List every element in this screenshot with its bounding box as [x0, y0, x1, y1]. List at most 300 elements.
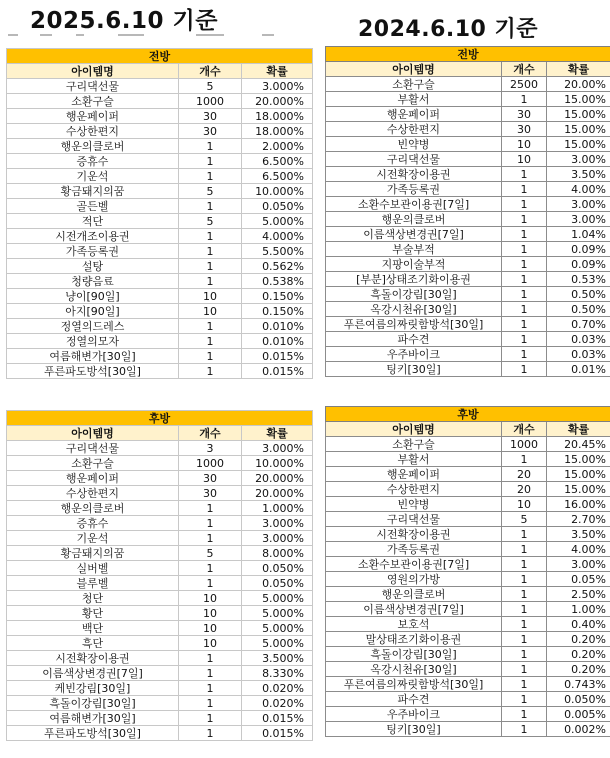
item-rate: 5.000%: [242, 606, 313, 621]
item-name: 황단: [7, 606, 179, 621]
item-name: 블루벨: [7, 576, 179, 591]
item-count: 1: [502, 332, 547, 347]
item-count: 1: [179, 711, 242, 726]
item-count: 1: [179, 259, 242, 274]
table-row: [7, 184, 313, 199]
item-rate: 4.00%: [547, 542, 610, 557]
item-name: 수상한편지: [7, 124, 179, 139]
item-count: 1: [179, 244, 242, 259]
item-count: 30: [179, 486, 242, 501]
item-count: 1: [502, 212, 547, 227]
item-rate: 3.000%: [242, 79, 313, 94]
item-count: 1: [502, 317, 547, 332]
table-row: [326, 107, 610, 122]
item-name: 행운페이퍼: [326, 107, 502, 122]
table-row: [326, 677, 610, 692]
table-row: [7, 244, 313, 259]
heading-2024: 2024.6.10 기준: [358, 17, 539, 42]
item-name: 파수견: [326, 692, 502, 707]
item-rate: 20.00%: [547, 77, 610, 92]
table-row: [7, 651, 313, 666]
item-count: 1: [502, 272, 547, 287]
item-count: 10: [179, 621, 242, 636]
item-count: 1: [179, 229, 242, 244]
item-count: 1: [179, 666, 242, 681]
item-name: 우주바이크: [326, 347, 502, 362]
item-name: 팅키[30일]: [326, 362, 502, 377]
table-title-row: [7, 49, 313, 64]
col-header-count: 개수: [179, 426, 242, 441]
item-name: 소환구슬: [7, 456, 179, 471]
item-rate: 0.562%: [242, 259, 313, 274]
item-count: 1: [502, 167, 547, 182]
item-name: 청량음료: [7, 274, 179, 289]
item-rate: 0.020%: [242, 681, 313, 696]
item-name: 팅키[30일]: [326, 722, 502, 737]
item-count: 2500: [502, 77, 547, 92]
item-count: 1: [502, 572, 547, 587]
table-row: [7, 576, 313, 591]
item-name: 행운의클로버: [326, 212, 502, 227]
table-row: [326, 512, 610, 527]
table-title: 후방: [7, 411, 313, 426]
item-name: 소환수보관이용권[7일]: [326, 557, 502, 572]
table-row: [7, 546, 313, 561]
item-rate: 1.000%: [242, 501, 313, 516]
table-row: [326, 482, 610, 497]
item-count: 10: [179, 289, 242, 304]
item-name: 구리댁선물: [7, 441, 179, 456]
item-name: 푸른여름의짜릿함방석[30일]: [326, 677, 502, 692]
table-row: [326, 692, 610, 707]
table-row: [326, 212, 610, 227]
table-row: [326, 707, 610, 722]
item-count: 10: [502, 152, 547, 167]
item-count: 1: [502, 587, 547, 602]
table-row: [7, 591, 313, 606]
table-row: [326, 77, 610, 92]
item-rate: 0.01%: [547, 362, 610, 377]
item-name: 기운석: [7, 531, 179, 546]
item-name: 소환수보관이용권[7일]: [326, 197, 502, 212]
table-row: [7, 124, 313, 139]
item-rate: 5.000%: [242, 636, 313, 651]
item-rate: 6.500%: [242, 169, 313, 184]
item-count: 30: [502, 122, 547, 137]
item-rate: 0.050%: [242, 561, 313, 576]
table-row: [7, 79, 313, 94]
item-rate: 5.000%: [242, 214, 313, 229]
item-rate: 0.010%: [242, 319, 313, 334]
item-count: 1: [502, 722, 547, 737]
item-name: 청단: [7, 591, 179, 606]
item-count: 1: [179, 696, 242, 711]
item-count: 1: [502, 632, 547, 647]
item-count: 10: [502, 497, 547, 512]
table-2025-back: [6, 410, 313, 741]
table-row: [7, 441, 313, 456]
item-name: [부분]상태조기화이용권: [326, 272, 502, 287]
table-row: [7, 606, 313, 621]
table-title: 전방: [326, 47, 610, 62]
item-rate: 0.015%: [242, 726, 313, 741]
item-name: 적단: [7, 214, 179, 229]
item-name: 옥강시천유[30일]: [326, 302, 502, 317]
item-rate: 2.70%: [547, 512, 610, 527]
item-rate: 15.00%: [547, 137, 610, 152]
item-count: 1: [179, 139, 242, 154]
item-rate: 3.500%: [242, 651, 313, 666]
item-count: 10: [179, 606, 242, 621]
item-count: 1: [502, 92, 547, 107]
table-row: [7, 139, 313, 154]
item-rate: 0.40%: [547, 617, 610, 632]
table-row: [7, 319, 313, 334]
item-rate: 0.70%: [547, 317, 610, 332]
item-name: 소환구슬: [326, 77, 502, 92]
item-count: 1: [502, 302, 547, 317]
item-name: 가족등록권: [326, 182, 502, 197]
item-rate: 3.00%: [547, 557, 610, 572]
item-name: 행운의클로버: [326, 587, 502, 602]
item-rate: 3.000%: [242, 531, 313, 546]
item-count: 10: [179, 591, 242, 606]
item-count: 1: [502, 692, 547, 707]
item-name: 가족등록권: [326, 542, 502, 557]
col-header-item: 아이템명: [326, 422, 502, 437]
item-rate: 0.20%: [547, 662, 610, 677]
item-name: 골든벨: [7, 199, 179, 214]
item-rate: 0.015%: [242, 364, 313, 379]
item-count: 1: [502, 197, 547, 212]
table-row: [326, 347, 610, 362]
col-header-item: 아이템명: [7, 426, 179, 441]
item-name: 부활서: [326, 92, 502, 107]
item-count: 1: [502, 707, 547, 722]
item-count: 3: [179, 441, 242, 456]
item-count: 1: [179, 274, 242, 289]
table-row: [326, 227, 610, 242]
col-header-item: 아이템명: [326, 62, 502, 77]
item-rate: 0.53%: [547, 272, 610, 287]
item-rate: 3.00%: [547, 212, 610, 227]
item-rate: 1.00%: [547, 602, 610, 617]
item-name: 푸른여름의짜릿함방석[30일]: [326, 317, 502, 332]
table-row: [326, 587, 610, 602]
table-row: [7, 349, 313, 364]
col-header-item: 아이템명: [7, 64, 179, 79]
item-count: 1000: [179, 94, 242, 109]
item-rate: 4.000%: [242, 229, 313, 244]
table-row: [7, 561, 313, 576]
item-count: 1: [179, 169, 242, 184]
item-count: 1: [502, 242, 547, 257]
item-name: 흑돌이강림[30일]: [7, 696, 179, 711]
item-name: 보호석: [326, 617, 502, 632]
table-header-row: [326, 62, 610, 77]
item-count: 1: [502, 527, 547, 542]
item-rate: 3.00%: [547, 197, 610, 212]
table-row: [7, 636, 313, 651]
item-rate: 3.000%: [242, 516, 313, 531]
item-rate: 0.150%: [242, 289, 313, 304]
table-row: [326, 617, 610, 632]
table-row: [326, 437, 610, 452]
item-name: 아지[90일]: [7, 304, 179, 319]
item-name: 황금돼지의꿈: [7, 184, 179, 199]
item-rate: 0.015%: [242, 711, 313, 726]
item-count: 1: [179, 516, 242, 531]
item-rate: 20.45%: [547, 437, 610, 452]
item-rate: 0.20%: [547, 647, 610, 662]
item-name: 빈약병: [326, 137, 502, 152]
table-row: [326, 287, 610, 302]
item-count: 1: [179, 681, 242, 696]
item-rate: 0.150%: [242, 304, 313, 319]
table-row: [7, 456, 313, 471]
item-count: 1: [502, 647, 547, 662]
item-count: 10: [179, 636, 242, 651]
item-count: 1: [502, 677, 547, 692]
table-row: [326, 167, 610, 182]
item-rate: 6.500%: [242, 154, 313, 169]
item-count: 1: [179, 651, 242, 666]
item-count: 1: [502, 452, 547, 467]
item-name: 지팡이술부적: [326, 257, 502, 272]
table-row: [7, 364, 313, 379]
item-rate: 3.000%: [242, 441, 313, 456]
table-row: [7, 154, 313, 169]
table-row: [7, 621, 313, 636]
table-2025-front: [6, 48, 313, 379]
table-row: [326, 197, 610, 212]
item-rate: 0.05%: [547, 572, 610, 587]
item-rate: 0.50%: [547, 302, 610, 317]
table-row: [7, 516, 313, 531]
item-count: 1: [502, 182, 547, 197]
item-name: 행운페이퍼: [7, 109, 179, 124]
item-rate: 0.010%: [242, 334, 313, 349]
item-count: 1: [502, 287, 547, 302]
table-row: [7, 681, 313, 696]
table-row: [326, 542, 610, 557]
table-row: [7, 214, 313, 229]
table-row: [326, 452, 610, 467]
item-rate: 0.050%: [242, 199, 313, 214]
table-title: 전방: [7, 49, 313, 64]
item-name: 우주바이크: [326, 707, 502, 722]
item-rate: 15.00%: [547, 92, 610, 107]
item-name: 수상한편지: [326, 482, 502, 497]
table-row: [326, 647, 610, 662]
item-name: 실버벨: [7, 561, 179, 576]
item-rate: 0.015%: [242, 349, 313, 364]
table-row: [326, 662, 610, 677]
item-rate: 5.000%: [242, 591, 313, 606]
item-name: 행운페이퍼: [326, 467, 502, 482]
item-name: 여름해변가[30일]: [7, 711, 179, 726]
table-row: [326, 242, 610, 257]
item-count: 1: [502, 362, 547, 377]
item-count: 20: [502, 482, 547, 497]
item-name: 시전확장이용권: [7, 651, 179, 666]
item-name: 기운석: [7, 169, 179, 184]
table-header-row: [7, 64, 313, 79]
item-name: 구리댁선물: [326, 152, 502, 167]
item-count: 1: [179, 531, 242, 546]
table-row: [7, 486, 313, 501]
item-count: 1: [179, 561, 242, 576]
item-name: 흑단: [7, 636, 179, 651]
item-count: 10: [502, 137, 547, 152]
table-2024-back: [325, 406, 610, 737]
table-row: [7, 726, 313, 741]
table-header-row: [7, 426, 313, 441]
col-header-count: 개수: [179, 64, 242, 79]
table-row: [7, 169, 313, 184]
item-count: 1: [179, 364, 242, 379]
item-name: 시전확장이용권: [326, 527, 502, 542]
table-row: [7, 696, 313, 711]
table-row: [7, 199, 313, 214]
item-count: 1: [179, 319, 242, 334]
item-name: 시전개조이용권: [7, 229, 179, 244]
item-name: 말상태조기화이용권: [326, 632, 502, 647]
table-row: [7, 334, 313, 349]
item-count: 1000: [502, 437, 547, 452]
item-rate: 3.50%: [547, 527, 610, 542]
item-name: 여름해변가[30일]: [7, 349, 179, 364]
item-rate: 0.03%: [547, 347, 610, 362]
table-row: [326, 302, 610, 317]
item-count: 30: [179, 109, 242, 124]
item-name: 시전확장이용권: [326, 167, 502, 182]
item-rate: 5.500%: [242, 244, 313, 259]
item-name: 옥강시천유[30일]: [326, 662, 502, 677]
item-count: 5: [179, 79, 242, 94]
table-row: [326, 272, 610, 287]
item-name: 소환구슬: [326, 437, 502, 452]
item-rate: 1.04%: [547, 227, 610, 242]
item-rate: 15.00%: [547, 122, 610, 137]
table-row: [326, 467, 610, 482]
item-rate: 0.743%: [547, 677, 610, 692]
item-rate: 0.03%: [547, 332, 610, 347]
table-row: [326, 257, 610, 272]
item-rate: 16.00%: [547, 497, 610, 512]
table-row: [326, 527, 610, 542]
table-row: [326, 722, 610, 737]
item-rate: 0.09%: [547, 257, 610, 272]
item-count: 1000: [179, 456, 242, 471]
table-row: [7, 94, 313, 109]
item-name: 수상한편지: [7, 486, 179, 501]
col-header-rate: 확률: [547, 422, 610, 437]
item-rate: 0.020%: [242, 696, 313, 711]
item-rate: 2.50%: [547, 587, 610, 602]
item-name: 흑돌이강림[30일]: [326, 647, 502, 662]
item-name: 구리댁선물: [326, 512, 502, 527]
item-name: 푸른파도방석[30일]: [7, 364, 179, 379]
item-name: 부술부적: [326, 242, 502, 257]
item-count: 1: [502, 347, 547, 362]
table-row: [326, 92, 610, 107]
item-count: 1: [502, 257, 547, 272]
item-rate: 20.000%: [242, 486, 313, 501]
item-count: 1: [502, 542, 547, 557]
item-count: 1: [502, 617, 547, 632]
item-name: 케빈강림[30일]: [7, 681, 179, 696]
item-rate: 0.50%: [547, 287, 610, 302]
item-count: 1: [179, 154, 242, 169]
table-row: [326, 632, 610, 647]
table-row: [326, 497, 610, 512]
table-row: [7, 711, 313, 726]
item-name: 빈약병: [326, 497, 502, 512]
item-name: 설탕: [7, 259, 179, 274]
table-row: [7, 304, 313, 319]
table-row: [7, 274, 313, 289]
item-name: 영원의가방: [326, 572, 502, 587]
item-rate: 15.00%: [547, 107, 610, 122]
table-row: [326, 122, 610, 137]
item-name: 푸른파도방석[30일]: [7, 726, 179, 741]
item-rate: 15.00%: [547, 467, 610, 482]
item-rate: 10.000%: [242, 456, 313, 471]
item-count: 1: [179, 501, 242, 516]
item-name: 이름색상변경권[7일]: [7, 666, 179, 681]
col-header-rate: 확률: [242, 426, 313, 441]
item-name: 냥이[90일]: [7, 289, 179, 304]
item-rate: 0.050%: [547, 692, 610, 707]
item-count: 5: [179, 546, 242, 561]
item-count: 30: [502, 107, 547, 122]
item-name: 백단: [7, 621, 179, 636]
item-count: 1: [502, 227, 547, 242]
item-name: 파수견: [326, 332, 502, 347]
table-row: [326, 182, 610, 197]
item-count: 1: [502, 602, 547, 617]
cropped-text-sliver: [0, 34, 312, 38]
item-rate: 0.09%: [547, 242, 610, 257]
item-count: 1: [502, 662, 547, 677]
table-row: [7, 531, 313, 546]
table-row: [326, 572, 610, 587]
table-row: [326, 557, 610, 572]
item-rate: 4.00%: [547, 182, 610, 197]
item-rate: 5.000%: [242, 621, 313, 636]
item-rate: 3.00%: [547, 152, 610, 167]
table-header-row: [326, 422, 610, 437]
item-count: 1: [179, 199, 242, 214]
table-row: [7, 501, 313, 516]
item-count: 30: [179, 471, 242, 486]
item-count: 20: [502, 467, 547, 482]
item-count: 5: [502, 512, 547, 527]
item-count: 1: [179, 334, 242, 349]
item-name: 황금돼지의꿈: [7, 546, 179, 561]
col-header-rate: 확률: [547, 62, 610, 77]
item-rate: 0.050%: [242, 576, 313, 591]
item-name: 증휴수: [7, 516, 179, 531]
item-count: 1: [179, 726, 242, 741]
item-name: 행운페이퍼: [7, 471, 179, 486]
table-title-row: [326, 407, 610, 422]
item-name: 정열의모자: [7, 334, 179, 349]
item-name: 행운의클로버: [7, 501, 179, 516]
item-rate: 8.000%: [242, 546, 313, 561]
item-name: 정열의드레스: [7, 319, 179, 334]
